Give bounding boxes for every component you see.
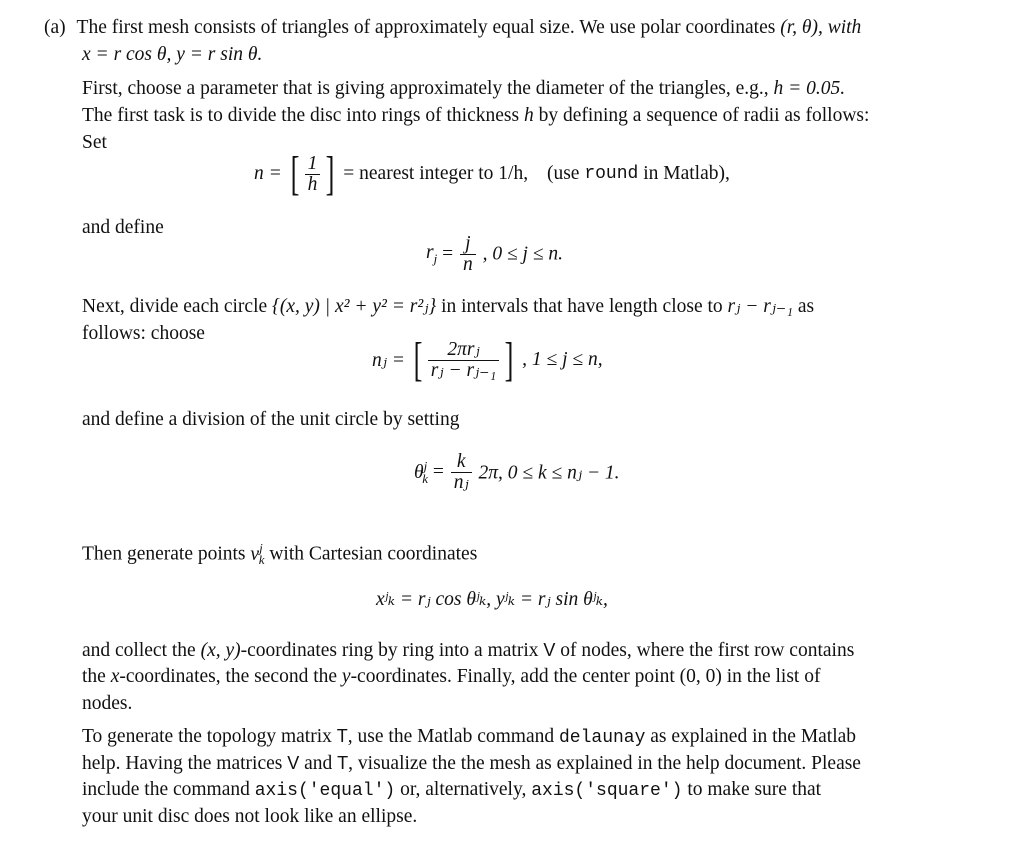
- axis-equal-command: axis('equal'): [254, 781, 396, 801]
- equation-xy: xʲₖ = rⱼ cos θʲₖ, yʲₖ = rⱼ sin θʲₖ,: [376, 589, 608, 610]
- equation-n: n = [ $\frac{1}{h}$ ] = nearest integer to 1/h, (use round in Matlab),: [254, 147, 730, 200]
- para5-line-1: and collect the (x, y)-coordinates ring by ring into a matrix V of nodes, where the first row contains: [82, 640, 855, 661]
- para4: Then generate points $v^j_k$ with Cartesian coordinates: [82, 540, 478, 568]
- para6-line-2: help. Having the matrices V and T, visualize the the mesh as explained in the help document. Please: [82, 753, 861, 774]
- intro-line-2: x = r cos θ, y = r sin θ.: [82, 44, 263, 65]
- para6-line-4: your unit disc does not look like an ellipse.: [82, 806, 418, 827]
- para5-line-2: the x-coordinates, the second the y-coordinates. Finally, add the center point (0, 0) in the list of: [82, 666, 821, 687]
- intro-line-1: (a) The first mesh consists of triangles of approximately equal size. We use polar coordinates (r, θ), with: [44, 17, 862, 38]
- delaunay-command: delaunay: [558, 728, 646, 748]
- para1-line-2: The first task is to divide the disc into rings of thickness h by defining a sequence of radii as follows:: [82, 105, 870, 126]
- para2-line-2: follows: choose: [82, 323, 205, 344]
- equation-r: $r_j$ = $\frac{j}{n}$ , 0 ≤ j ≤ n.: [426, 233, 564, 275]
- equation-nj: nⱼ = [ $\frac{\text{2πrⱼ}}{\text{rⱼ − rⱼ₋₁}}$ ] , 1 ≤ j ≤ n,: [372, 333, 603, 386]
- round-command: round: [584, 164, 639, 184]
- para1-line-3: Set: [82, 132, 107, 153]
- para5-line-3: nodes.: [82, 693, 133, 714]
- and-define-1: and define: [82, 217, 164, 238]
- para3: and define a division of the unit circle by setting: [82, 409, 460, 430]
- para6-line-1: To generate the topology matrix T, use the Matlab command delaunay as explained in the Matlab: [82, 726, 857, 748]
- para1-line-1: First, choose a parameter that is giving approximately the diameter of the triangles, e.g., h = 0.05.: [82, 78, 846, 99]
- axis-square-command: axis('square'): [531, 781, 683, 801]
- para2-line-1: Next, divide each circle {(x, y) | x² + y² = r²ⱼ} in intervals that have length close to rⱼ − rⱼ₋₁ as: [82, 296, 815, 317]
- para6-line-3: include the command axis('equal') or, alternatively, axis('square') to make sure that: [82, 779, 822, 801]
- problem-label: (a): [44, 17, 66, 38]
- equation-theta: $\theta^j_k$ = $\frac{k}{\text{nⱼ}}$ 2π, 0 ≤ k ≤ nⱼ − 1.: [414, 451, 620, 493]
